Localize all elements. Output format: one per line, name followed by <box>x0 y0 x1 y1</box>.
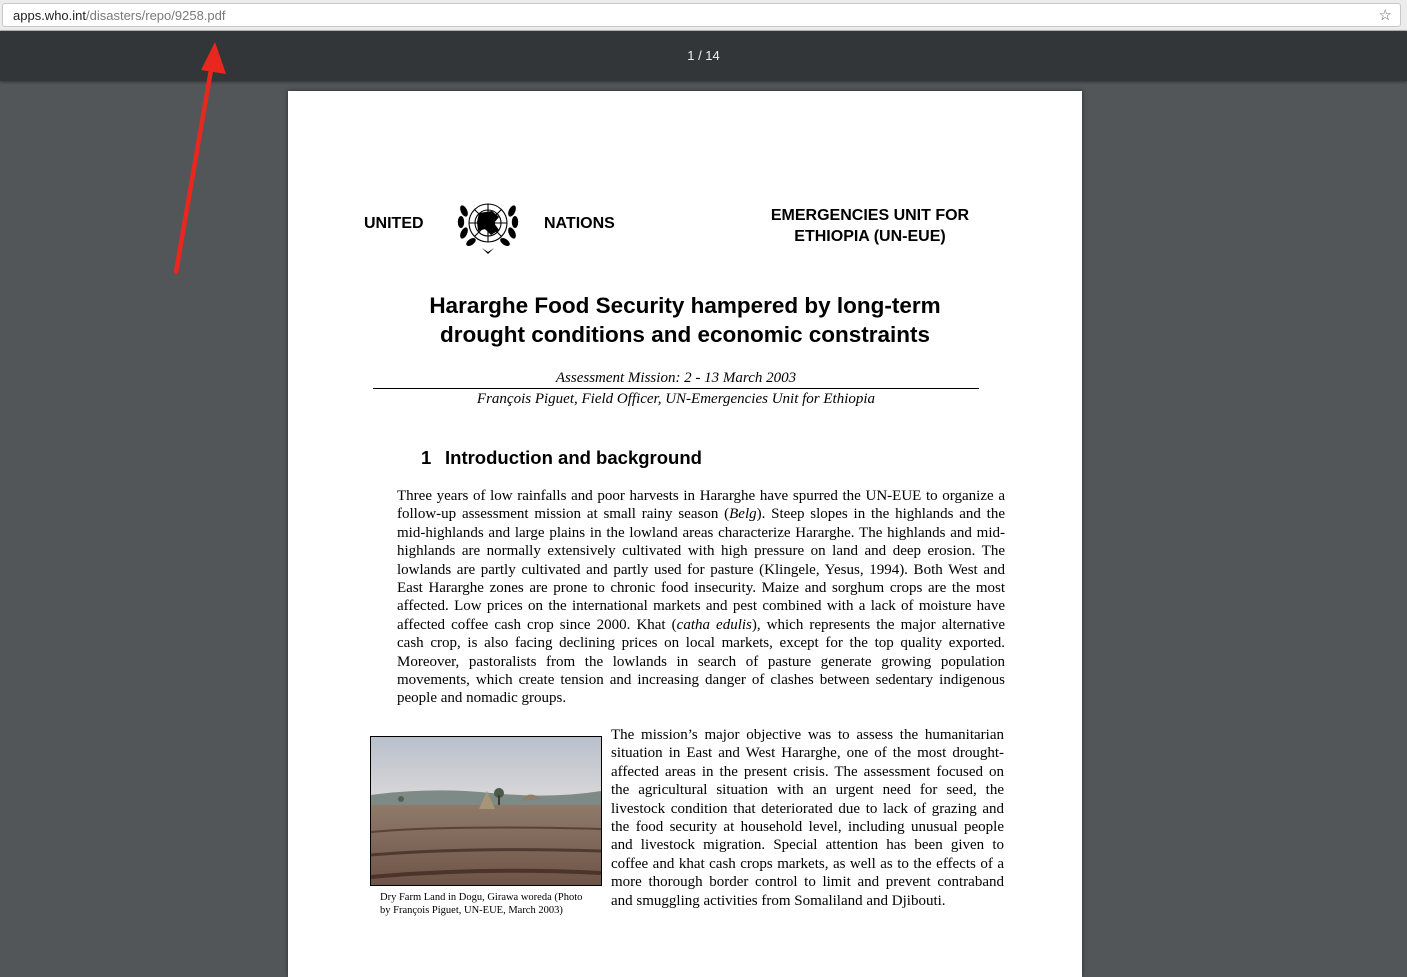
browser-url-bar <box>0 0 1407 31</box>
para1-italic-catha: catha edulis <box>676 616 752 633</box>
header-emergencies-unit <box>758 205 982 247</box>
header-nations: NATIONS <box>544 215 615 232</box>
header-right-line1: EMERGENCIES UNIT FOR <box>770 207 970 224</box>
mission-line: Assessment Mission: 2 - 13 March 2003 <box>373 370 979 389</box>
url-text[interactable] <box>13 8 225 23</box>
author-line: François Piguet, Field Officer, UN-Emergencies Unit for Ethiopia <box>476 391 876 407</box>
photo-caption: Dry Farm Land in Dogu, Girawa woreda (Photo by François Piguet, UN-EUE, March 2003) <box>380 892 583 916</box>
para1-text-2: ). Steep slopes in the highlands and the mid-highlands and large plains in the lowland areas characterize Hararghe. The highlands and mid-highlands are normally extensively cultivated with high pressure on land and deep erosion. The lowlands are partly cultivated and partly used for pasture (Klingele, Yesus, 1994). Both West and East Hararghe zones are prone to chronic food insecurity. Maize and sorghum crops are the most affected. Low prices on the international markets and pest combined with a lack of moisture have affected coffee cash crop since 2000. Khat ( <box>397 506 1005 633</box>
header-right-line2: ETHIOPIA (UN-EUE) <box>794 228 946 245</box>
address-bar[interactable] <box>2 3 1401 27</box>
document-title <box>288 291 1082 349</box>
farmland-photo <box>370 736 602 886</box>
objective-paragraph: The mission’s major objective was to assess the humanitarian situation in East and West Hararghe, one of the most drought-affected areas in the present crisis. The assessment focused on the agricultural situation with an urgent need for seed, the livestock condition that deteriorated due to lack of grazing and the food security at household level, including unusual people and livestock migration. Special attention has been given to coffee and khat cash crops markets, as well as to the effects of a more thorough border control to limit and prevent contraband and smuggling activities from Somaliland and Djibouti. <box>611 727 1004 909</box>
pdf-page <box>288 91 1082 977</box>
para1-text-1: Three years of low rainfalls and poor harvests in Hararghe have spurred the UN-EUE to organize a follow-up assessment mission at small rainy season ( <box>397 488 1005 523</box>
intro-paragraph <box>397 487 1005 708</box>
star-icon[interactable]: ☆ <box>1378 7 1392 24</box>
url-path: /disasters/repo/9258.pdf <box>86 8 226 23</box>
section-title: Introduction and background <box>445 447 702 468</box>
header-united: UNITED <box>364 215 424 232</box>
section-number: 1 <box>421 447 432 468</box>
para1-text-3: ), which represents the major alternative cash crop, is also facing declining prices on local markets, except for the top quality exported. Moreover, pastoralists from the lowlands in search of pasture generate growing population movements, which create tension and increasing danger of clashes between sedentary indigenous people and nomadic groups. <box>397 616 1005 707</box>
para1-italic-belg: Belg <box>729 506 757 523</box>
page-indicator: 1 / 14 <box>687 48 720 63</box>
section-heading <box>421 447 702 469</box>
red-arrow-icon <box>160 34 240 279</box>
title-line2: drought conditions and economic constraints <box>439 322 931 347</box>
url-host: apps.who.int <box>13 8 86 23</box>
title-line1: Hararghe Food Security hampered by long-term <box>429 293 941 318</box>
un-emblem-icon <box>452 193 524 255</box>
